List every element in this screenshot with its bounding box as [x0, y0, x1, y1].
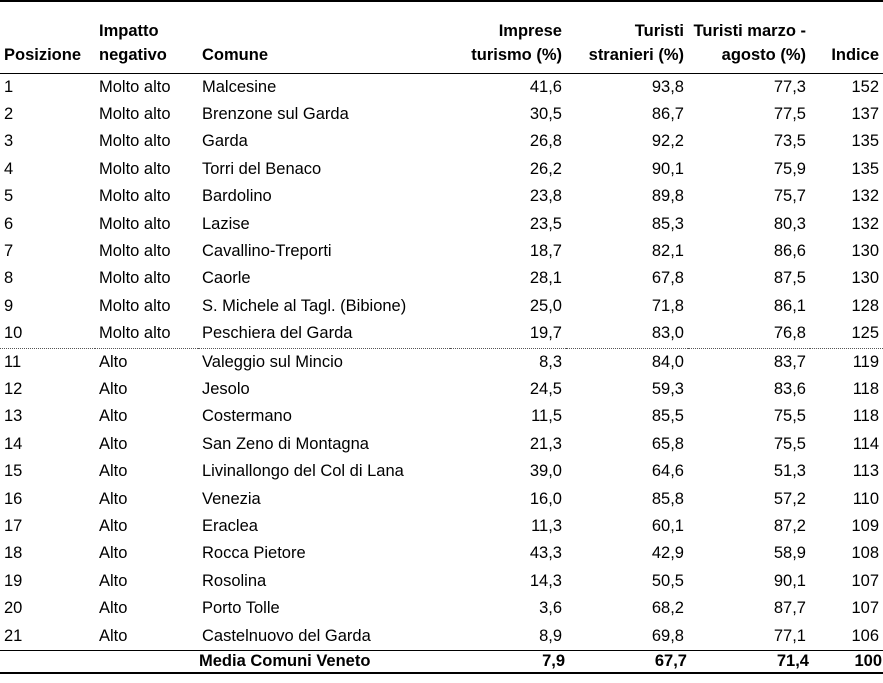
- cell-comune: Cavallino-Treporti: [202, 241, 332, 260]
- header-imprese-turismo: Imprese turismo (%): [450, 1, 566, 73]
- table-row: [0, 265, 883, 292]
- cell-posizione: 10: [0, 320, 95, 348]
- cell-stranieri: 85,8: [651, 489, 684, 508]
- cell-imprese: 39,0: [529, 462, 562, 481]
- cell-imprese: 8,9: [539, 626, 562, 645]
- table-row: [0, 320, 883, 348]
- cell-marzo: 51,3: [773, 462, 806, 481]
- cell-impatto: Molto alto: [99, 187, 171, 206]
- summary-indice: 100: [810, 651, 883, 674]
- cell-posizione: 2: [4, 104, 14, 123]
- cell-marzo: 75,5: [773, 407, 806, 426]
- cell-impatto: Molto alto: [99, 159, 171, 178]
- cell-imprese: 23,5: [529, 214, 562, 233]
- cell-marzo: 75,9: [773, 159, 806, 178]
- cell-impatto: Molto alto: [99, 214, 171, 233]
- header-posizione: Posizione: [0, 1, 95, 73]
- header-comune: Comune: [198, 1, 450, 73]
- cell-marzo: 75,5: [773, 434, 806, 453]
- cell-stranieri: 93,8: [651, 77, 684, 96]
- cell-comune: Eraclea: [202, 517, 258, 535]
- cell-posizione: 14: [4, 434, 23, 453]
- cell-stranieri: 60,1: [651, 517, 684, 535]
- table-row: [0, 513, 883, 540]
- cell-comune: Peschiera del Garda: [198, 320, 450, 348]
- table-row: [0, 595, 883, 622]
- cell-comune: Caorle: [202, 269, 251, 288]
- cell-stranieri: 50,5: [651, 571, 684, 590]
- cell-stranieri: 85,5: [651, 407, 684, 426]
- cell-marzo: 77,5: [773, 104, 806, 123]
- cell-marzo: 87,2: [773, 517, 806, 535]
- cell-indice: 110: [852, 489, 879, 508]
- cell-stranieri: 71,8: [651, 296, 684, 315]
- cell-indice: 106: [851, 626, 879, 645]
- cell-marzo: 76,8: [688, 320, 810, 348]
- cell-imprese: 19,7: [450, 320, 566, 348]
- cell-impatto: Alto: [99, 489, 128, 508]
- cell-imprese: 24,5: [529, 379, 562, 398]
- cell-stranieri: 64,6: [651, 462, 684, 481]
- cell-indice: 107: [851, 571, 879, 590]
- cell-imprese: 11,5: [531, 407, 562, 426]
- cell-comune: Rocca Pietore: [202, 544, 306, 563]
- cell-impatto: Alto: [99, 407, 128, 426]
- table-row: [0, 568, 883, 595]
- cell-stranieri: 92,2: [651, 132, 684, 151]
- cell-marzo: 87,5: [773, 269, 806, 288]
- summary-imprese: 7,9: [450, 651, 566, 674]
- table-row: [0, 486, 883, 513]
- cell-imprese: 25,0: [529, 296, 562, 315]
- cell-indice: 107: [851, 599, 879, 618]
- cell-indice: 118: [852, 379, 879, 398]
- cell-posizione: 11: [4, 352, 22, 371]
- cell-stranieri: 59,3: [651, 379, 684, 398]
- cell-marzo: 75,7: [773, 187, 806, 206]
- cell-imprese: 41,6: [529, 77, 562, 96]
- cell-indice: 132: [851, 187, 879, 206]
- cell-marzo: 90,1: [773, 571, 806, 590]
- cell-impatto: Molto alto: [99, 104, 171, 123]
- cell-posizione: 4: [4, 159, 14, 178]
- cell-imprese: 30,5: [529, 104, 562, 123]
- cell-imprese: 28,1: [529, 269, 562, 288]
- cell-imprese: 26,2: [529, 159, 562, 178]
- cell-imprese: 14,3: [529, 571, 562, 590]
- cell-comune: Garda: [202, 132, 248, 151]
- cell-stranieri: 83,0: [566, 320, 688, 348]
- cell-impatto: Alto: [99, 352, 128, 371]
- cell-posizione: 6: [4, 214, 14, 233]
- cell-stranieri: 65,8: [651, 434, 684, 453]
- table-body: [0, 73, 883, 651]
- cell-impatto: Alto: [99, 599, 128, 618]
- table-row: [0, 376, 883, 403]
- cell-indice: 113: [852, 462, 879, 481]
- cell-posizione: 19: [4, 571, 23, 590]
- cell-comune: Castelnuovo del Garda: [202, 626, 371, 645]
- cell-posizione: 16: [4, 489, 23, 508]
- cell-indice: 130: [851, 241, 879, 260]
- cell-stranieri: 89,8: [651, 187, 684, 206]
- cell-imprese: 8,3: [539, 352, 562, 371]
- cell-comune: Brenzone sul Garda: [202, 104, 349, 123]
- summary-empty-impatto: [95, 651, 198, 674]
- table-row: [0, 101, 883, 128]
- cell-imprese: 43,3: [529, 544, 562, 563]
- header-turisti-stranieri: Turisti stranieri (%): [566, 1, 688, 73]
- table-row: [0, 156, 883, 183]
- cell-comune: Rosolina: [202, 571, 267, 590]
- table-row: [0, 128, 883, 155]
- table-row: [0, 183, 883, 210]
- cell-marzo: 57,2: [773, 489, 806, 508]
- cell-marzo: 87,7: [773, 599, 806, 618]
- cell-indice: 152: [851, 77, 879, 96]
- cell-marzo: 73,5: [773, 132, 806, 151]
- cell-posizione: 15: [4, 462, 23, 481]
- cell-impatto: Alto: [99, 517, 128, 535]
- header-indice: Indice: [810, 1, 883, 73]
- cell-marzo: 86,1: [773, 296, 806, 315]
- cell-impatto: Alto: [99, 379, 128, 398]
- cell-posizione: 12: [4, 379, 23, 398]
- cell-marzo: 58,9: [773, 544, 806, 563]
- cell-marzo: 77,3: [773, 77, 806, 96]
- cell-comune: San Zeno di Montagna: [202, 434, 369, 453]
- cell-comune: Malcesine: [202, 77, 277, 96]
- cell-imprese: 23,8: [529, 187, 562, 206]
- cell-imprese: 26,8: [529, 132, 562, 151]
- cell-posizione: 20: [4, 599, 23, 618]
- cell-comune: S. Michele al Tagl. (Bibione): [202, 296, 407, 315]
- cell-imprese: 16,0: [529, 489, 562, 508]
- table-row: [0, 293, 883, 320]
- summary-empty-pos: [0, 651, 95, 674]
- cell-stranieri: 84,0: [651, 352, 684, 371]
- cell-indice: 135: [851, 159, 879, 178]
- cell-marzo: 83,6: [773, 379, 806, 398]
- cell-stranieri: 82,1: [651, 241, 684, 260]
- cell-impatto: Molto alto: [99, 241, 171, 260]
- header-turisti-marzo-agosto: Turisti marzo - agosto (%): [688, 1, 810, 73]
- cell-impatto: Alto: [99, 462, 128, 481]
- cell-posizione: 17: [4, 517, 23, 535]
- cell-indice: 125: [810, 320, 883, 348]
- summary-stranieri: 67,7: [566, 651, 688, 674]
- cell-posizione: 21: [4, 626, 23, 645]
- table-row: [0, 348, 883, 376]
- table-row: [0, 211, 883, 238]
- summary-marzo: 71,4: [688, 651, 810, 674]
- table-row: [0, 403, 883, 430]
- cell-impatto: Molto alto: [99, 132, 171, 151]
- cell-marzo: 83,7: [773, 352, 806, 371]
- cell-indice: 114: [852, 434, 879, 453]
- table-row: [0, 431, 883, 458]
- cell-stranieri: 67,8: [651, 269, 684, 288]
- cell-stranieri: 86,7: [651, 104, 684, 123]
- cell-comune: Jesolo: [202, 379, 250, 398]
- cell-impatto: Molto alto: [99, 77, 171, 96]
- cell-indice: 135: [851, 132, 879, 151]
- table-row: [0, 73, 883, 101]
- cell-posizione: 3: [4, 132, 14, 151]
- cell-comune: Porto Tolle: [202, 599, 280, 618]
- cell-posizione: 1: [4, 77, 14, 96]
- cell-imprese: 18,7: [529, 241, 562, 260]
- table-row: [0, 623, 883, 651]
- cell-impatto: Alto: [99, 434, 128, 453]
- cell-stranieri: 68,2: [651, 599, 684, 618]
- cell-posizione: 18: [4, 544, 23, 563]
- table-row: [0, 238, 883, 265]
- table-row: [0, 540, 883, 567]
- cell-indice: 128: [851, 296, 879, 315]
- cell-impatto: Alto: [99, 571, 128, 590]
- cell-comune: Costermano: [202, 407, 292, 426]
- cell-comune: Valeggio sul Mincio: [202, 352, 343, 371]
- cell-marzo: 77,1: [773, 626, 806, 645]
- cell-stranieri: 69,8: [651, 626, 684, 645]
- cell-comune: Venezia: [202, 489, 261, 508]
- cell-indice: 108: [851, 544, 879, 563]
- cell-posizione: 13: [4, 407, 23, 426]
- cell-impatto: Molto alto: [99, 296, 171, 315]
- table-row: [0, 458, 883, 485]
- cell-comune: Bardolino: [202, 187, 272, 206]
- cell-impatto: Molto alto: [95, 320, 198, 348]
- cell-indice: 109: [851, 517, 879, 535]
- cell-indice: 130: [851, 269, 879, 288]
- cell-indice: 137: [851, 104, 879, 123]
- cell-posizione: 9: [4, 296, 14, 315]
- header-impatto-negativo: Impatto negativo: [95, 1, 198, 73]
- cell-comune: Lazise: [202, 214, 250, 233]
- header-row: [0, 1, 883, 73]
- cell-stranieri: 90,1: [651, 159, 684, 178]
- cell-posizione: 8: [4, 269, 14, 288]
- summary-label: Media Comuni Veneto: [198, 651, 450, 674]
- cell-indice: 132: [851, 214, 879, 233]
- cell-impatto: Alto: [99, 544, 128, 563]
- cell-marzo: 80,3: [773, 214, 806, 233]
- summary-row: [0, 651, 883, 674]
- cell-stranieri: 85,3: [651, 214, 684, 233]
- cell-stranieri: 42,9: [651, 544, 684, 563]
- cell-marzo: 86,6: [773, 241, 806, 260]
- cell-comune: Torri del Benaco: [202, 159, 322, 178]
- cell-posizione: 7: [4, 241, 14, 260]
- cell-posizione: 5: [4, 187, 14, 206]
- cell-impatto: Molto alto: [99, 269, 171, 288]
- cell-impatto: Alto: [99, 626, 128, 645]
- cell-comune: Livinallongo del Col di Lana: [202, 462, 404, 481]
- cell-imprese: 3,6: [539, 599, 562, 618]
- cell-indice: 118: [852, 407, 879, 426]
- cell-indice: 119: [852, 352, 879, 371]
- cell-imprese: 11,3: [531, 517, 562, 535]
- cell-imprese: 21,3: [529, 434, 562, 453]
